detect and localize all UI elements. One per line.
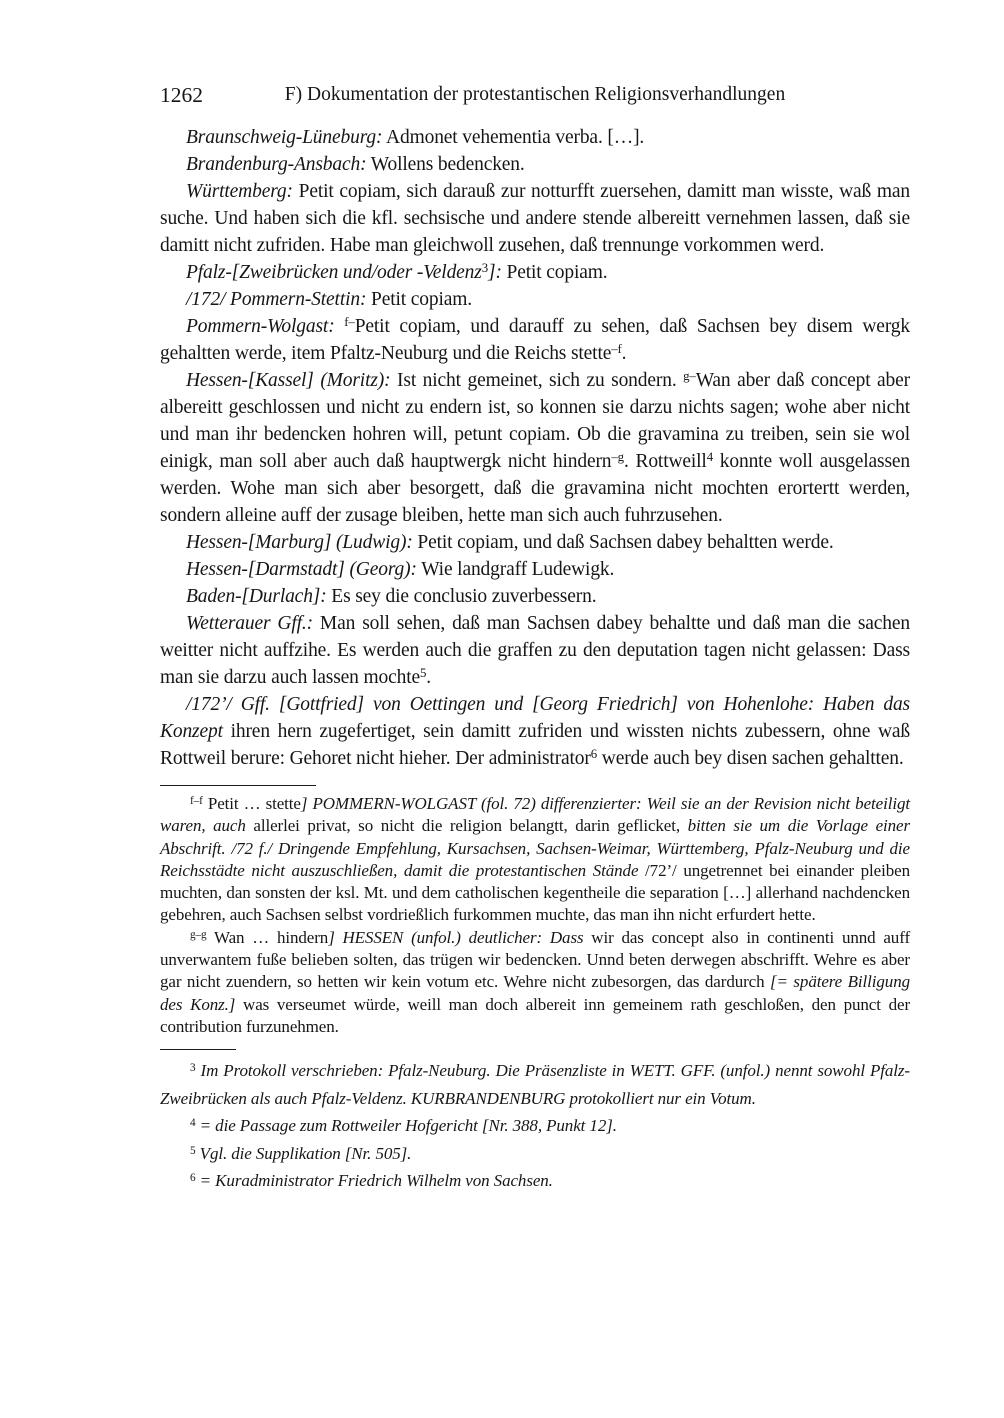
text-segment: = die Passage zum Rottweiler Hofgericht [Nr. 388, Punkt 12]. xyxy=(195,1116,617,1136)
superscript-note-ref: 5 xyxy=(419,666,427,681)
apparatus-separator-rule xyxy=(160,785,316,786)
text-segment: Petit copiam. xyxy=(501,262,608,283)
superscript-note-ref: f– xyxy=(344,315,355,330)
text-segment: = Kuradministrator Friedrich Wilhelm von Sachsen. xyxy=(195,1171,553,1191)
superscript-note-ref: g– xyxy=(683,369,696,384)
body-paragraph xyxy=(160,286,910,313)
text-segment xyxy=(335,316,345,337)
superscript-note-ref: 5 xyxy=(190,1144,196,1157)
body-paragraph xyxy=(160,691,910,772)
text-segment: Vgl. die Supplikation [Nr. 505]. xyxy=(195,1143,412,1163)
page-header xyxy=(160,82,910,108)
superscript-note-ref: 4 xyxy=(706,450,713,465)
text-segment: Petit copiam, und darauff zu sehen, daß Sachsen bey disem wergk gehaltten werde, item Pfaltz-Neuburg und die Reichs stette xyxy=(160,316,911,364)
text-segment: Admonet vehementia verba. […]. xyxy=(382,127,645,148)
text-segment: Wetterauer Gff.: xyxy=(186,613,313,634)
text-segment: Im Protokoll verschrieben: Pfalz-Neuburg. Die Präsenzliste in WETT. GFF. (unfol.) nennt sowohl Pfalz-Zweibrücken als auch Pfalz-Veldenz. KURBRANDENBURG protokolliert nur ein Votum. xyxy=(160,1061,910,1108)
body-paragraph xyxy=(160,529,910,556)
body-paragraph xyxy=(160,259,910,286)
superscript-note-ref: –f xyxy=(611,342,622,357)
running-head: F) Dokumentation der protestantischen Religionsverhandlungen xyxy=(284,84,786,105)
text-segment: [= spätere Billigung des Konz.] xyxy=(160,972,910,1014)
text-segment: . xyxy=(621,343,627,364)
text-segment: Hessen-[Marburg] (Ludwig): xyxy=(186,532,413,553)
text-segment: Petit copiam, und daß Sachsen dabey behaltten werde. xyxy=(412,532,834,553)
text-segment: Petit copiam, sich darauß zur notturfft zuersehen, damitt man wisste, waß man suche. Und haben sich die kfl. sechsische und andere stende albereitt vernehmen lassen, daß sie damitt nicht zufriden. Habe man gleichwoll zusehen, daß trennunge vorkommen werd. xyxy=(160,181,910,256)
body-paragraph xyxy=(160,151,910,178)
body-paragraph xyxy=(160,556,910,583)
text-segment: Pfalz-[Zweibrücken und/oder -Veldenz xyxy=(186,262,482,283)
text-segment: Es sey die conclusio zuverbessern. xyxy=(326,586,597,607)
superscript-note-ref: 3 xyxy=(481,261,488,276)
text-segment: Wie landgraff Ludewigk. xyxy=(416,559,615,580)
text-segment: /72’/ ungetrennet bei einander pleiben muchten, dan sonsten der ksl. Mt. und dem catholischen kegentheile die separation […] allerhand nachdencken gebehren, auch Sachsen selbst vordrießlich furkommen muchte, das man ihn nicht erfurdert hette. xyxy=(160,860,910,925)
superscript-note-ref: f–f xyxy=(190,794,203,807)
body-paragraph xyxy=(160,178,910,259)
superscript-note-ref: 6 xyxy=(190,1172,196,1185)
text-segment: konnte woll ausgelassen werden. Wohe man sich aber besorgett, daß die gravamina nicht mochten erortertt werden, sondern alleine auff der zusage bleiben, hette man sich auch fuhrzusehen. xyxy=(160,451,910,526)
text-segment: allerlei privat, so nicht die religion belangtt, darin geflicket, xyxy=(245,816,688,836)
page-number: 1262 xyxy=(160,83,203,107)
text-segment: . Rottweill xyxy=(623,451,707,472)
text-segment: /172’/ Gff. [Gottfried] von Oettingen und [Georg Friedrich] von Hohenlohe: Haben das Konzept xyxy=(160,694,910,742)
text-segment: Petit … stette xyxy=(202,794,301,813)
text-segment: /172/ Pommern-Stettin: xyxy=(186,289,367,310)
superscript-note-ref: –g xyxy=(611,450,624,465)
superscript-note-ref: 3 xyxy=(190,1062,196,1075)
text-segment: Man soll sehen, daß man Sachsen dabey behaltte und daß man die sachen weitter nicht auffzihe. Es werden auch die graffen zu den deputation tagen nicht gelassen: Dass man sie darzu auch lassen mochte xyxy=(160,613,910,688)
body-paragraph xyxy=(160,313,910,367)
text-segment: bitten sie um die Vorlage einer Abschrift. /72 f./ Dringende Empfehlung, Kursachsen, Sachsen-Weimar, Württemberg, Pfalz-Neuburg und die Reichsstädte nicht auszuschließen, damit die protestantischen Stände xyxy=(160,816,910,880)
text-segment: ] HESSEN (unfol.) deutlicher: Dass xyxy=(328,927,584,947)
footnotes-block xyxy=(160,1057,910,1195)
superscript-note-ref: 4 xyxy=(190,1117,196,1130)
footnote-paragraph xyxy=(160,1140,910,1168)
text-segment: was verseumet würde, weill man doch albereit inn gemeinem rath geschloßen, den punct der contribution furzunehmen. xyxy=(160,994,910,1036)
body-paragraph xyxy=(160,124,910,151)
text-segment: ihren hern zugefertiget, sein damitt zufriden und wissten nichts zubessern, ohne waß Rottweil berure: Gehoret nicht hieher. Der administrator xyxy=(160,721,910,769)
superscript-note-ref: 6 xyxy=(590,747,598,762)
footnote-paragraph xyxy=(160,1112,910,1140)
text-segment: Wollens bedencken. xyxy=(366,154,525,175)
text-segment: wir das concept also in continenti unnd auff unverwantem fuße belieben solten, das trügen wir bedencken. Unnd beten derwegen abschrifft. Wehre es aber gar nicht zuendern, so hetten wir kein votum etc. Wehre nicht zubesorgen, das dardurch xyxy=(160,927,911,992)
text-segment: Wan aber daß concept aber albereitt geschlossen und nicht zu endern ist, so konnen sie darzu nichts sagen; wohe aber nicht und man ihr bedencken hohren will, petunt copiam. Ob die gravamina zu treiben, sein sie wol einigk, man soll aber auch daß hauptwergk nicht hindern xyxy=(160,370,910,472)
critical-apparatus-block xyxy=(160,793,910,1038)
text-segment: ] POMMERN-WOLGAST (fol. 72) differenzierter: Weil sie an der Revision nicht beteiligt waren, auch xyxy=(160,794,910,836)
text-segment: Petit copiam. xyxy=(366,289,472,310)
text-segment: Braunschweig-Lüneburg: xyxy=(186,127,383,148)
text-segment: Württemberg: xyxy=(186,181,293,202)
text-segment: Baden-[Durlach]: xyxy=(186,586,327,607)
apparatus-paragraph xyxy=(160,793,910,927)
text-segment: Ist nicht gemeinet, sich zu sondern. xyxy=(390,370,684,391)
text-segment: Wan … hindern xyxy=(206,927,329,947)
text-segment: ]: xyxy=(488,262,502,283)
body-paragraph xyxy=(160,610,910,691)
main-text-block xyxy=(160,124,910,772)
superscript-note-ref: g–g xyxy=(190,928,207,941)
text-segment: Hessen-[Kassel] (Moritz): xyxy=(186,370,391,391)
apparatus-paragraph xyxy=(160,927,910,1038)
body-paragraph xyxy=(160,583,910,610)
text-segment: Pommern-Wolgast: xyxy=(186,316,335,337)
text-segment: Brandenburg-Ansbach: xyxy=(186,154,367,175)
text-segment: . xyxy=(426,667,431,688)
body-paragraph xyxy=(160,367,910,529)
footnote-separator-rule xyxy=(160,1049,236,1050)
text-segment: werde auch bey disen sachen gehaltten. xyxy=(597,748,904,769)
text-segment: Hessen-[Darmstadt] (Georg): xyxy=(186,559,417,580)
footnote-paragraph xyxy=(160,1057,910,1112)
footnote-paragraph xyxy=(160,1167,910,1195)
